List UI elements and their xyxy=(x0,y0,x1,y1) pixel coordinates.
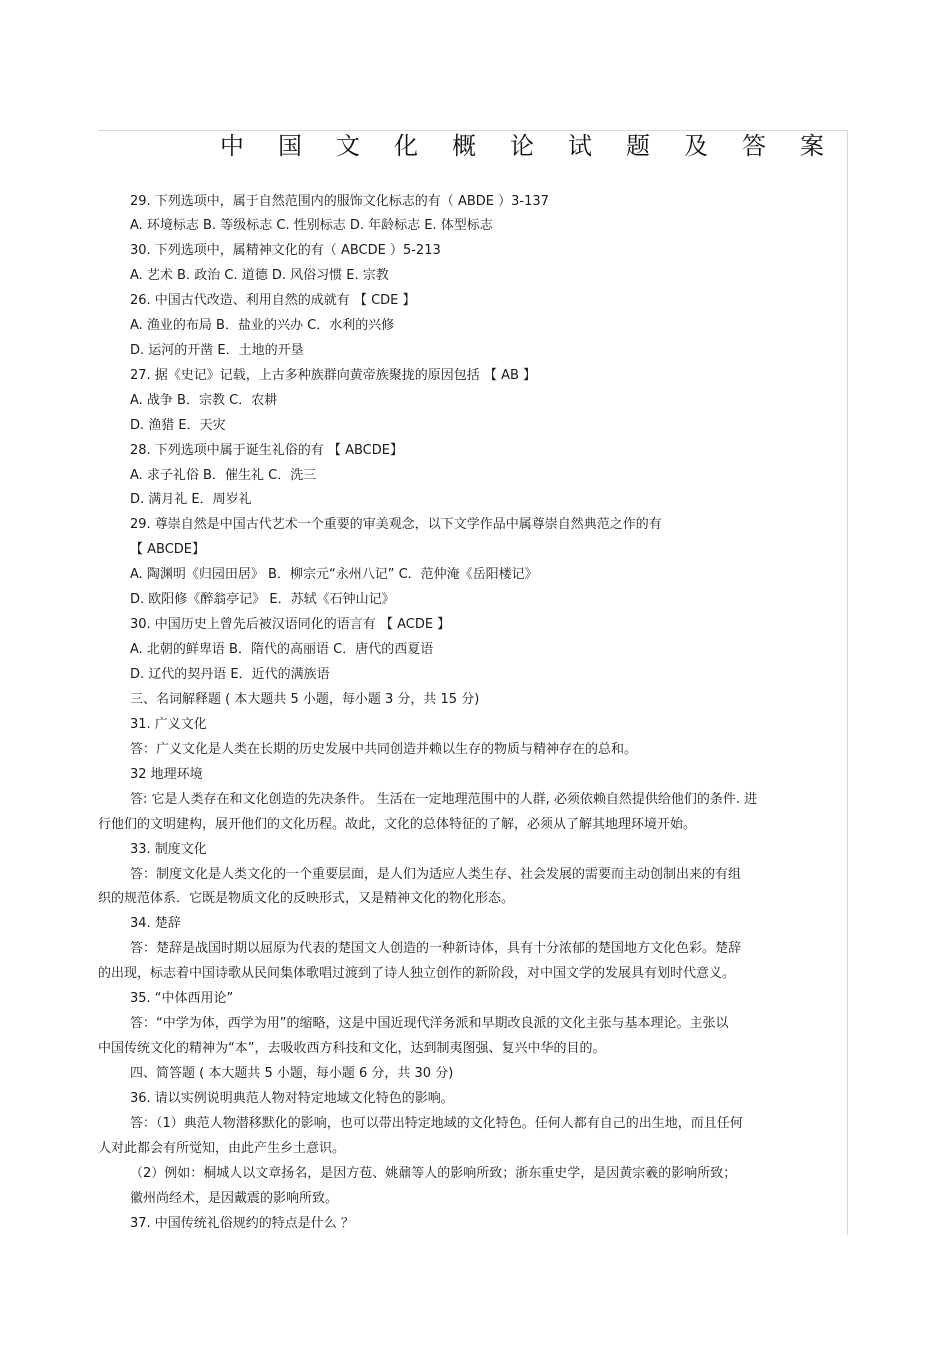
question-27-options-d: D. 渔猎 E．天灾 xyxy=(130,418,226,433)
question-35: 35. “中体西用论” xyxy=(130,991,234,1006)
question-27-options-a: A. 战争 B．宗教 C．农耕 xyxy=(130,393,278,408)
question-26-options-a: A. 渔业的布局 B．盐业的兴办 C．水利的兴修 xyxy=(130,318,395,333)
question-30-spiritual: 30. 下列选项中，属精神文化的有（ ABCDE ）5-213 xyxy=(130,243,441,258)
question-30-options-a: A. 北朝的鲜卑语 B．隋代的高丽语 C．唐代的西夏语 xyxy=(130,642,434,657)
question-27: 27. 据《史记》记载，上古多种族群向黄帝族聚拢的原因包括 【 AB 】 xyxy=(130,368,537,383)
question-28-options-d: D. 满月礼 E．周岁礼 xyxy=(130,492,252,507)
section-4-heading: 四、简答题 ( 本大题共 5 小题，每小题 6 分，共 30 分) xyxy=(130,1066,454,1081)
answer-36-line-2: 人对此都会有所觉知，由此产生乡土意识。 xyxy=(98,1141,346,1156)
answer-36-line-3: （2）例如：桐城人以文章扬名，是因方苞、姚鼐等人的影响所致；浙东重史学，是因黄宗羲的影响所致； xyxy=(130,1166,737,1181)
question-28-options-a: A. 求子礼俗 B．催生礼 C．洗三 xyxy=(130,468,317,483)
question-29-options-a: A. 陶渊明《归园田居》 B．柳宗元“永州八记” C．范仲淹《岳阳楼记》 xyxy=(130,567,538,582)
question-26: 26. 中国古代改造、利用自然的成就有 【 CDE 】 xyxy=(130,293,416,308)
answer-33-line-1: 答：制度文化是人类文化的一个重要层面，是人们为适应人类生存、社会发展的需要而主动创制出来的有组 xyxy=(130,867,742,882)
question-30-language: 30. 中国历史上曾先后被汉语同化的语言有 【 ACDE 】 xyxy=(130,617,451,632)
question-34: 34. 楚辞 xyxy=(130,916,181,931)
question-30-options-d: D. 辽代的契丹语 E．近代的满族语 xyxy=(130,667,330,682)
question-29-options: A. 环境标志 B. 等级标志 C. 性别标志 D. 年龄标志 E. 体型标志 xyxy=(130,218,493,233)
answer-31: 答：广义文化是人类在长期的历史发展中共同创造并赖以生存的物质与精神存在的总和。 xyxy=(130,742,638,757)
answer-33-line-2: 织的规范体系．它既是物质文化的反映形式，又是精神文化的物化形态。 xyxy=(98,891,515,906)
answer-32-line-1: 答: 它是人类存在和文化创造的先决条件。 生活在一定地理范围中的人群, 必须依赖自然提供给他们的条件. 进 xyxy=(130,792,758,807)
question-32: 32 地理环境 xyxy=(130,767,203,782)
answer-34-line-2: 的出现，标志着中国诗歌从民间集体歌唱过渡到了诗人独立创作的新阶段，对中国文学的发展具有划时代意义。 xyxy=(98,966,736,981)
question-33: 33. 制度文化 xyxy=(130,842,207,857)
page-title: 中国文化概论试题及答案 xyxy=(220,132,858,160)
question-29-answer: 【 ABCDE】 xyxy=(130,542,206,557)
question-29-options-d: D. 欧阳修《醉翁亭记》 E．苏轼《石钟山记》 xyxy=(130,592,395,607)
answer-35-line-1: 答：“中学为体，西学为用”的缩略，这是中国近现代洋务派和早期改良派的文化主张与基本理论。主张以 xyxy=(130,1016,729,1031)
question-29-clothing: 29. 下列选项中，属于自然范围内的服饰文化标志的有（ ABDE ）3-137 xyxy=(130,194,549,209)
question-28: 28. 下列选项中属于诞生礼俗的有 【 ABCDE】 xyxy=(130,443,403,458)
question-26-options-d: D. 运河的开凿 E．土地的开垦 xyxy=(130,343,304,358)
section-3-heading: 三、名词解释题 ( 本大题共 5 小题，每小题 3 分，共 15 分) xyxy=(130,692,480,707)
answer-34-line-1: 答：楚辞是战国时期以屈原为代表的楚国文人创造的一种新诗体，具有十分浓郁的楚国地方文化色彩。楚辞 xyxy=(130,941,742,956)
answer-35-line-2: 中国传统文化的精神为“本”，去吸收西方科技和文化，达到制夷图强、复兴中华的目的。 xyxy=(98,1041,606,1056)
right-margin-rule xyxy=(847,130,848,1235)
answer-36-line-4: 徽州尚经术，是因戴震的影响所致。 xyxy=(130,1191,339,1206)
question-31: 31. 广义文化 xyxy=(130,717,207,732)
question-29-nature: 29. 尊崇自然是中国古代艺术一个重要的审美观念，以下文学作品中属尊崇自然典范之作的有 xyxy=(130,517,662,532)
question-37: 37. 中国传统礼俗规约的特点是什么 ？ xyxy=(130,1216,354,1231)
answer-32-line-2: 行他们的文明建构，展开他们的文化历程。故此，文化的总体特征的了解，必须从了解其地理环境开始。 xyxy=(98,817,697,832)
question-36: 36. 请以实例说明典范人物对特定地域文化特色的影响。 xyxy=(130,1091,454,1106)
question-30-options: A. 艺术 B. 政治 C. 道德 D. 风俗习惯 E. 宗教 xyxy=(130,268,389,283)
answer-36-line-1: 答：（1）典范人物潜移默化的影响，也可以带出特定地域的文化特色。任何人都有自己的出生地，而且任何 xyxy=(130,1116,743,1131)
